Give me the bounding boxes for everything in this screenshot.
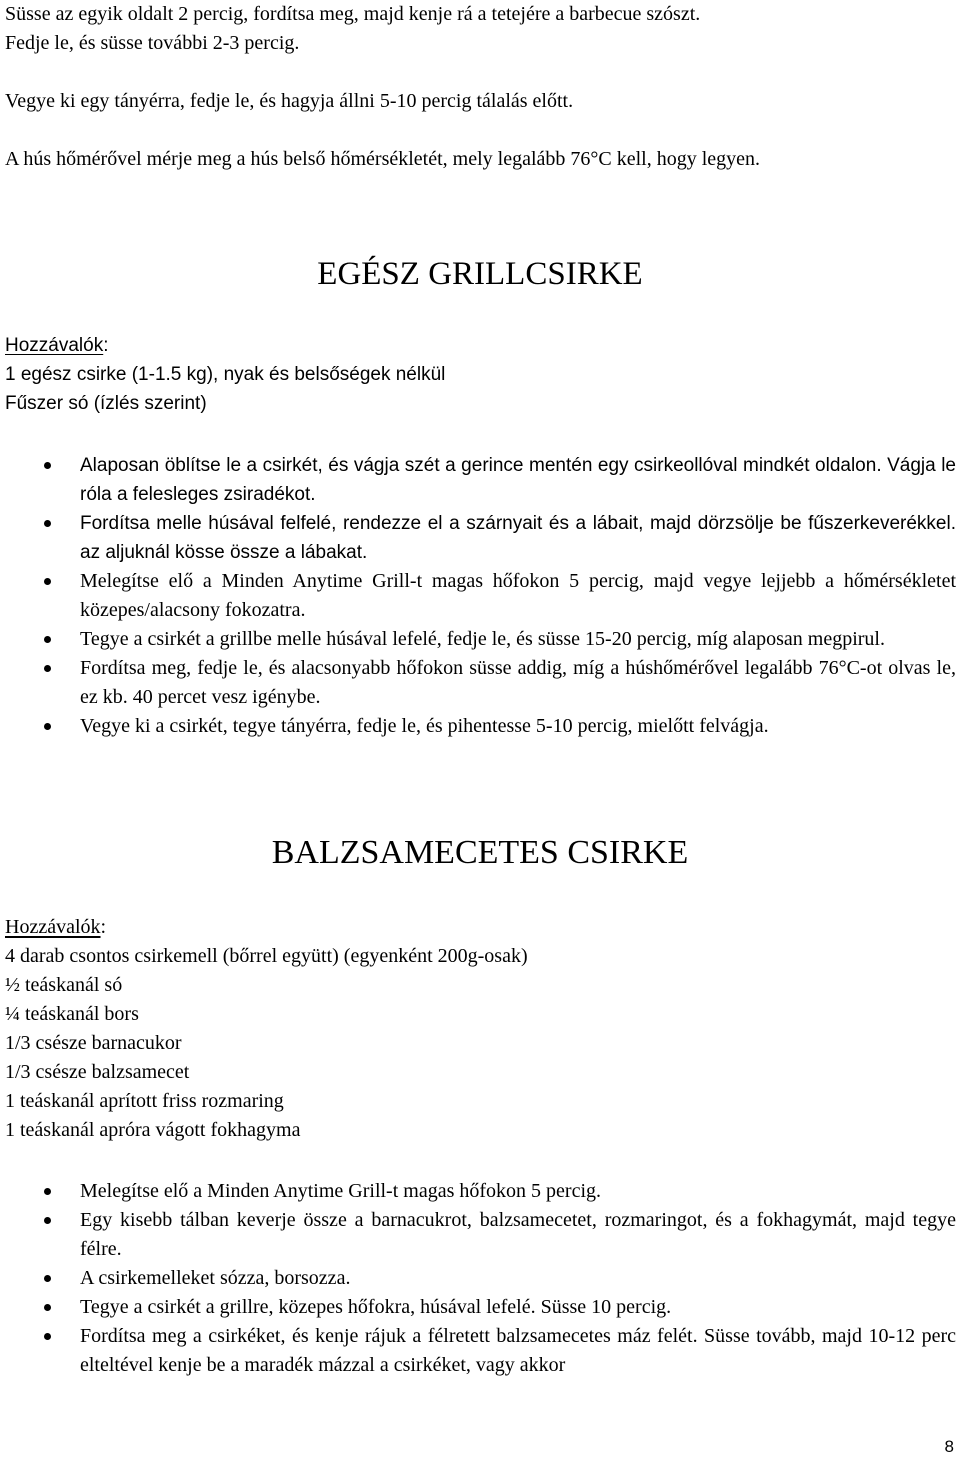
- step-item: Fordítsa melle húsával felfelé, rendezze el a szárnyait és a lábait, majd dörzsölje be fűszerkeverékkel. az aljuknál kösse össze a lábakat.: [80, 509, 956, 567]
- intro-line: A hús hőmérővel mérje meg a hús belső hőmérsékletét, mely legalább 76°C kell, hogy legyen.: [5, 148, 761, 170]
- step-item: Fordítsa meg a csirkéket, és kenje rájuk a félretett balzsamecetes máz felét. Süsse tovább, majd 10-12 perc elteltével kenje be a maradék mázzal a csirkéket, vagy akkor: [80, 1322, 956, 1380]
- step-item: Vegye ki a csirkét, tegye tányérra, fedje le, és pihentesse 5-10 percig, mielőtt felvágja.: [80, 712, 956, 741]
- ingredients-colon: :: [103, 335, 109, 356]
- intro-line: Vegye ki egy tányérra, fedje le, és hagyja állni 5-10 percig tálalás előtt.: [5, 90, 574, 112]
- step-item: Egy kisebb tálban keverje össze a barnacukrot, balzsamecetet, rozmaringot, és a fokhagymát, majd tegye félre.: [80, 1206, 956, 1264]
- ingredient-item: 1/3 csésze barnacukor: [5, 1032, 182, 1054]
- page-number: 8: [944, 1437, 954, 1456]
- ingredients-colon: :: [100, 916, 107, 938]
- ingredients-section: [5, 331, 945, 418]
- ingredient-item: 1 teáskanál apróra vágott fokhagyma: [5, 1119, 301, 1141]
- steps-list: [80, 1177, 956, 1380]
- ingredients-section: [5, 913, 945, 1145]
- intro-line: Süsse az egyik oldalt 2 percig, fordítsa meg, majd kenje rá a tetejére a barbecue szószt.: [5, 3, 701, 25]
- ingredient-item: 1/3 csésze balzsamecet: [5, 1061, 190, 1083]
- ingredient-item: ½ teáskanál só: [5, 974, 123, 996]
- ingredients-heading: [5, 913, 945, 942]
- ingredients-heading: [5, 331, 945, 360]
- recipe-title: BALZSAMECETES CSIRKE: [271, 834, 689, 871]
- steps-list: [80, 451, 956, 741]
- ingredients-label: Hozzávalók: [5, 916, 101, 938]
- intro-text: [5, 0, 955, 174]
- ingredient-item: Fűszer só (ízlés szerint): [5, 393, 207, 414]
- recipe-title: EGÉSZ GRILLCSIRKE: [317, 256, 643, 292]
- ingredient-item: ¼ teáskanál bors: [5, 1003, 139, 1025]
- step-item: A csirkemelleket sózza, borsozza.: [80, 1264, 956, 1293]
- intro-line: Fedje le, és süsse további 2-3 percig.: [5, 32, 300, 54]
- step-item: Melegítse elő a Minden Anytime Grill-t magas hőfokon 5 percig.: [80, 1177, 956, 1206]
- step-item: Fordítsa meg, fedje le, és alacsonyabb hőfokon süsse addig, míg a húshőmérővel legalább 76°C-ot olvas le, ez kb. 40 percet vesz igénybe.: [80, 654, 956, 712]
- ingredients-label: Hozzávalók: [5, 335, 104, 356]
- step-item: Tegye a csirkét a grillre, közepes hőfokra, húsával lefelé. Süsse 10 percig.: [80, 1293, 956, 1322]
- step-item: Melegítse elő a Minden Anytime Grill-t magas hőfokon 5 percig, majd vegye lejjebb a hőmérsékletet közepes/alacsony fokozatra.: [80, 567, 956, 625]
- ingredient-item: 1 egész csirke (1-1.5 kg), nyak és belsőségek nélkül: [5, 364, 446, 385]
- ingredient-item: 4 darab csontos csirkemell (bőrrel együtt) (egyenként 200g-osak): [5, 945, 528, 967]
- step-item: Alaposan öblítse le a csirkét, és vágja szét a gerince mentén egy csirkeollóval mindkét oldalon. Vágja le róla a felesleges zsiradékot.: [80, 451, 956, 509]
- ingredient-item: 1 teáskanál aprított friss rozmaring: [5, 1090, 284, 1112]
- step-item: Tegye a csirkét a grillbe melle húsával lefelé, fedje le, és süsse 15-20 percig, míg alaposan megpirul.: [80, 625, 956, 654]
